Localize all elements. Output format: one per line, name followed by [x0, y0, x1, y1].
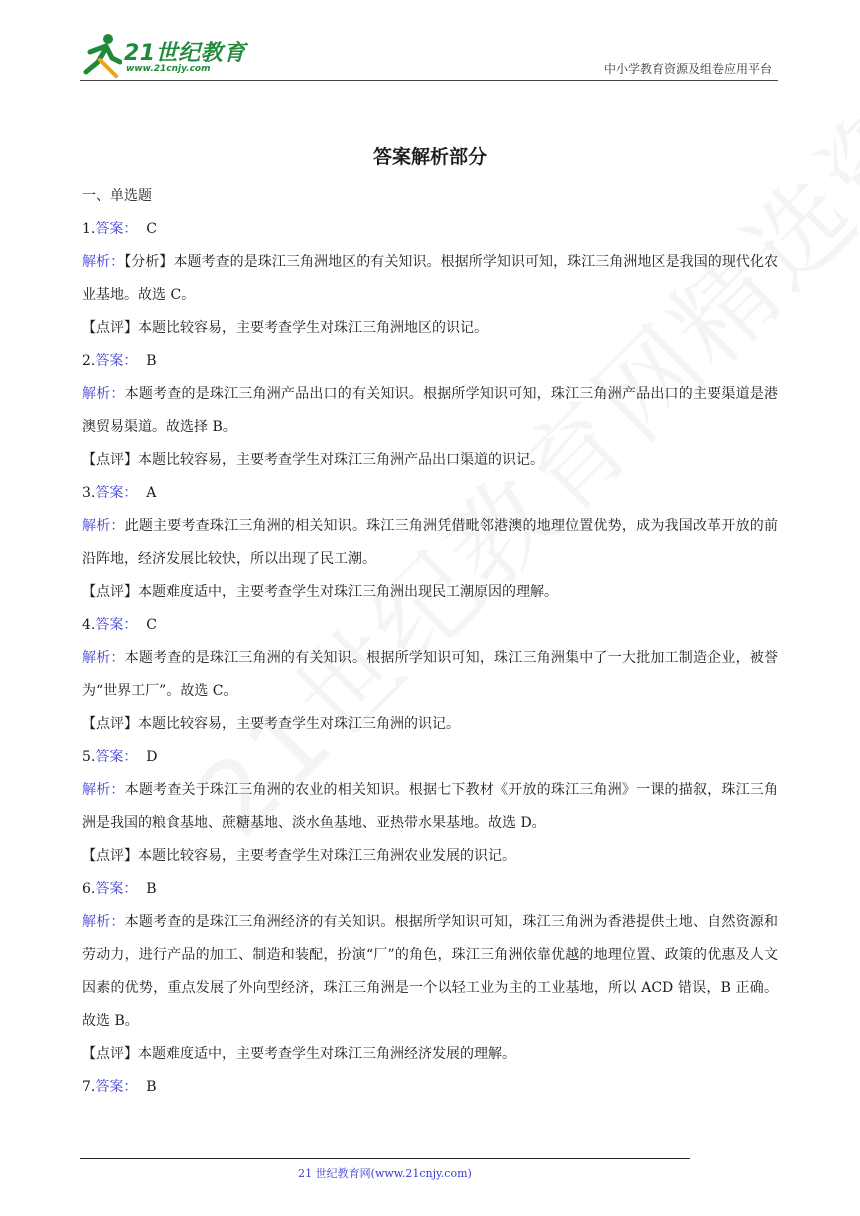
analysis-text: 本题考查关于珠江三角洲的农业的相关知识。根据七下教材《开放的珠江三角洲》一课的描叙，珠江三角洲是我国的粮食基地、蔗糖基地、淡水鱼基地、亚热带水果基地。故选 D。 — [82, 782, 778, 831]
answer-value: D — [146, 749, 158, 765]
question-number: 3. — [82, 485, 96, 501]
answer-value: C — [146, 221, 157, 237]
question-number: 2. — [82, 353, 96, 369]
analysis-text: 本题考查的是珠江三角洲产品出口的有关知识。根据所学知识可知，珠江三角洲产品出口的主要渠道是港澳贸易渠道。故选择 B。 — [82, 386, 778, 435]
comment-3: 【点评】本题难度适中，主要考查学生对珠江三角洲出现民工潮原因的理解。 — [82, 584, 558, 600]
runner-logo-icon — [80, 32, 122, 78]
header-divider — [80, 80, 778, 81]
answer-label: 答案： — [95, 617, 138, 633]
section-heading: 一、单选题 — [82, 188, 152, 204]
answer-line-5 — [82, 741, 778, 774]
analysis-label: 解析： — [82, 518, 125, 534]
answer-line-3 — [82, 477, 778, 510]
answer-line-2 — [82, 345, 778, 378]
question-number: 1. — [82, 221, 96, 237]
comment-5: 【点评】本题比较容易，主要考查学生对珠江三角洲农业发展的识记。 — [82, 848, 516, 864]
analysis-3 — [82, 510, 778, 576]
analysis-label: 解析： — [82, 782, 125, 798]
analysis-6 — [82, 906, 778, 1038]
logo-url: www.21cnjy.com — [126, 64, 211, 74]
answer-value: B — [146, 1079, 157, 1095]
analysis-label: 解析： — [82, 914, 125, 930]
question-number: 7. — [82, 1079, 96, 1095]
analysis-1 — [82, 246, 778, 312]
header-platform-text: 中小学教育资源及组卷应用平台 — [603, 62, 772, 76]
question-number: 5. — [82, 749, 96, 765]
answer-label: 答案： — [95, 1079, 138, 1095]
answer-content — [82, 180, 778, 1104]
comment-6: 【点评】本题难度适中，主要考查学生对珠江三角洲经济发展的理解。 — [82, 1046, 516, 1062]
analysis-2 — [82, 378, 778, 444]
answer-label: 答案： — [95, 749, 138, 765]
analysis-text: 本题考查的是珠江三角洲地区的有关知识。根据所学知识可知，珠江三角洲地区是我国的现代化农业基地。故选 C。 — [82, 254, 779, 303]
answer-line-6 — [82, 873, 778, 906]
footer-divider — [80, 1158, 690, 1159]
answer-label: 答案： — [95, 881, 138, 897]
analysis-label: 解析： — [82, 386, 125, 402]
logo-wordmark: 21世纪教育 — [124, 41, 246, 66]
answer-label: 答案： — [95, 221, 138, 237]
answer-value: B — [146, 881, 157, 897]
answer-value: B — [146, 353, 157, 369]
analysis-5 — [82, 774, 778, 840]
footer-link[interactable]: 21 世纪教育网(www.21cnjy.com) — [298, 1167, 472, 1180]
analysis-tag: 【分析】 — [124, 254, 174, 270]
page-header — [80, 28, 778, 80]
answer-label: 答案： — [95, 353, 138, 369]
analysis-label: 解析： — [82, 254, 125, 270]
answer-line-4 — [82, 609, 778, 642]
answer-value: C — [146, 617, 157, 633]
site-logo[interactable] — [80, 32, 320, 78]
answer-line-1 — [82, 213, 778, 246]
comment-1: 【点评】本题比较容易，主要考查学生对珠江三角洲地区的识记。 — [82, 320, 488, 336]
analysis-text: 本题考查的是珠江三角洲的有关知识。根据所学知识可知，珠江三角洲集中了一大批加工制造企业，被誉为“世界工厂”。故选 C。 — [82, 650, 778, 699]
analysis-text: 本题考查的是珠江三角洲经济的有关知识。根据所学知识可知，珠江三角洲为香港提供土地、自然资源和劳动力，进行产品的加工、制造和装配，扮演“厂”的角色，珠江三角洲依靠优越的地理位置、政策的优惠及人文因素的优势，重点发展了外向型经济，珠江三角洲是一个以轻工业为主的工业基地，所以 ACD 错误，B 正确。故选 B。 — [82, 914, 778, 1029]
answer-label: 答案： — [95, 485, 138, 501]
analysis-label: 解析： — [82, 650, 125, 666]
analysis-4 — [82, 642, 778, 708]
question-number: 6. — [82, 881, 96, 897]
answer-line-7 — [82, 1071, 778, 1104]
analysis-text: 此题主要考查珠江三角洲的相关知识。珠江三角洲凭借毗邻港澳的地理位置优势，成为我国改革开放的前沿阵地，经济发展比较快，所以出现了民工潮。 — [82, 518, 778, 567]
comment-4: 【点评】本题比较容易，主要考查学生对珠江三角洲的识记。 — [82, 716, 460, 732]
comment-2: 【点评】本题比较容易，主要考查学生对珠江三角洲产品出口渠道的识记。 — [82, 452, 544, 468]
page-title: 答案解析部分 — [372, 146, 487, 168]
question-number: 4. — [82, 617, 96, 633]
answer-value: A — [146, 485, 157, 501]
